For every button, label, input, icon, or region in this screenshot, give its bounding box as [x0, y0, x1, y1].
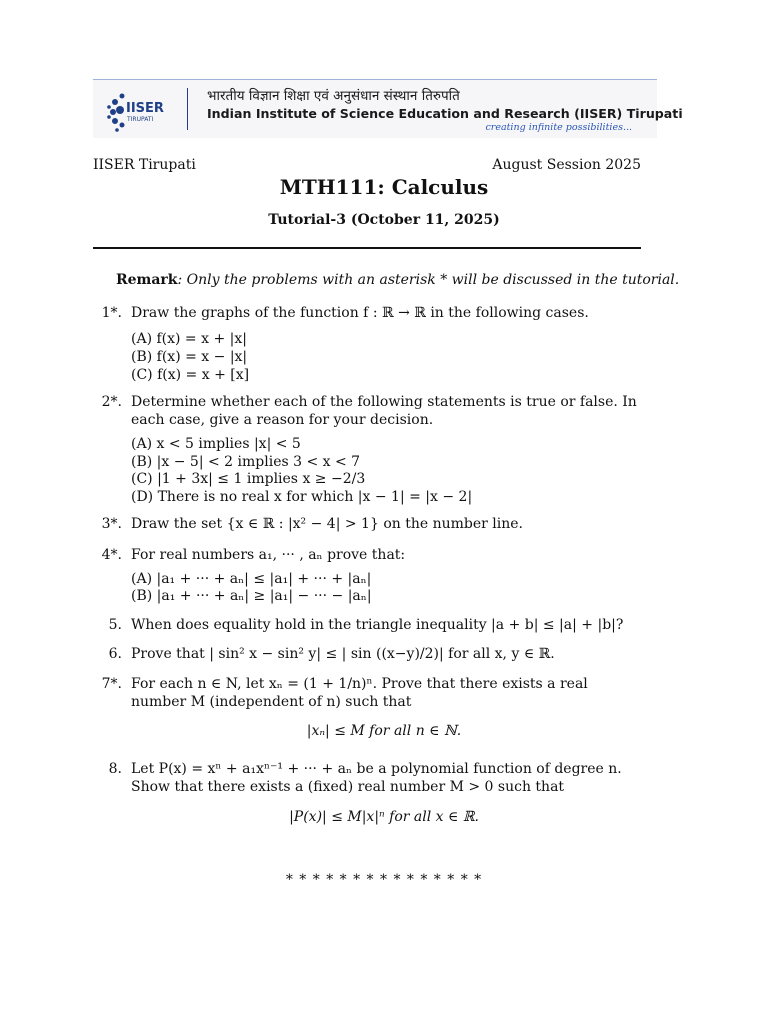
problem-number: 6. — [108, 646, 122, 662]
problem-number: 3*. — [101, 516, 122, 532]
problem-part: (B) |x − 5| < 2 implies 3 < x < 7 — [131, 454, 361, 470]
problem-text: Let P(x) = xⁿ + a₁xⁿ⁻¹ + ··· + aₙ be a polynomial function of degree n. Show that there exists a (fixed) real number M > 0 such that — [131, 761, 622, 795]
footer-stars: * * * * * * * * * * * * * * * — [285, 872, 483, 888]
tutorial-title: Tutorial-3 (October 11, 2025) — [268, 212, 500, 228]
problem-number: 8. — [108, 761, 122, 777]
institute-tagline: creating infinite possibilities... — [485, 122, 632, 133]
problem-text: For real numbers a₁, ··· , aₙ prove that: — [131, 547, 406, 563]
problem-part: (B) f(x) = x − |x| — [131, 349, 248, 365]
problem-part: (A) f(x) = x + |x| — [131, 331, 247, 347]
problem-text: Draw the set {x ∈ ℝ : |x² − 4| > 1} on the number line. — [131, 516, 523, 532]
institute-name-english: Indian Institute of Science Education and Research (IISER) Tirupati — [207, 106, 683, 121]
svg-text:TIRUPATI: TIRUPATI — [127, 116, 154, 123]
remark-text: : Only the problems with an asterisk * will be discussed in the tutorial. — [177, 272, 680, 288]
problem-part: (D) There is no real x for which |x − 1| = |x − 2| — [131, 489, 473, 505]
problem-part: (C) |1 + 3x| ≤ 1 implies x ≥ −2/3 — [131, 471, 366, 487]
problem-2 — [88, 393, 648, 508]
problem-text: Prove that | sin² x − sin² y| ≤ | sin ((x−y)/2)| for all x, y ∈ ℝ. — [131, 646, 555, 662]
problem-number: 4*. — [101, 547, 122, 563]
remark-label: Remark — [116, 272, 178, 288]
course-title: MTH111: Calculus — [279, 175, 489, 199]
remark — [116, 272, 679, 288]
display-equation: |xₙ| ≤ M for all n ∈ ℕ. — [306, 723, 462, 739]
problem-number: 7*. — [101, 676, 122, 692]
problem-8 — [88, 760, 648, 800]
problem-part: (A) x < 5 implies |x| < 5 — [131, 436, 301, 452]
title-rule — [93, 247, 641, 249]
svg-text:IISER: IISER — [126, 101, 164, 116]
problem-text: Determine whether each of the following statements is true or false. In each case, give a reason for your decision. — [131, 394, 637, 428]
iiser-logo — [107, 85, 167, 135]
problem-part: (A) |a₁ + ··· + aₙ| ≤ |a₁| + ··· + |aₙ| — [131, 571, 372, 587]
problem-number: 1*. — [101, 305, 122, 321]
logo-divider — [187, 88, 188, 130]
problem-text: When does equality hold in the triangle inequality |a + b| ≤ |a| + |b|? — [131, 617, 624, 633]
session-label: August Session 2025 — [492, 157, 641, 173]
problem-number: 5. — [108, 617, 122, 633]
institute-banner — [93, 79, 683, 138]
problem-text: For each n ∈ N, let xₙ = (1 + 1/n)ⁿ. Prove that there exists a real number M (independent of n) such that — [131, 676, 588, 710]
problem-text: Draw the graphs of the function f : ℝ → ℝ in the following cases. — [131, 305, 589, 321]
problem-part: (B) |a₁ + ··· + aₙ| ≥ |a₁| − ··· − |aₙ| — [131, 588, 372, 604]
problem-number: 2*. — [101, 394, 122, 410]
problem-part: (C) f(x) = x + [x] — [131, 367, 250, 383]
institute-label: IISER Tirupati — [93, 157, 196, 173]
institute-name-hindi: भारतीय विज्ञान शिक्षा एवं अनुसंधान संस्थान तिरुपति — [207, 88, 460, 104]
display-equation: |P(x)| ≤ M|x|ⁿ for all x ∈ ℝ. — [289, 809, 479, 825]
